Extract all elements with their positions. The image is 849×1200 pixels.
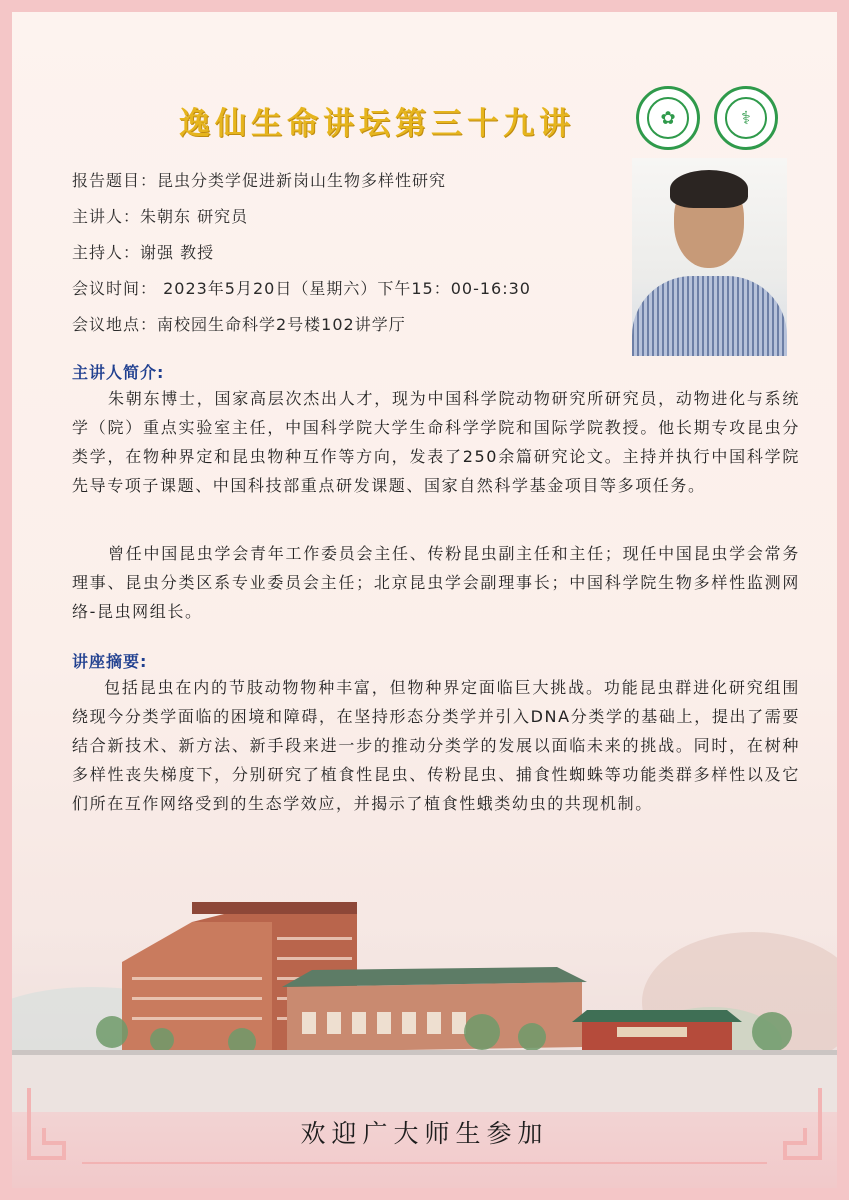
time-line: 会议时间： 2023年5月20日（星期六）下午15：00-16:30	[72, 279, 531, 298]
school-logo-icon: ✿	[636, 86, 700, 150]
bio-paragraph-1: 朱朝东博士，国家高层次杰出人才，现为中国科学院动物研究所研究员，动物进化与系统学（院）重点实验室主任，中国科学院大学生命科学学院和国际学院教授。他长期专攻昆虫分类学，在物种界定和昆虫物种互作等方向，发表了250余篇研究论文。主持并执行中国科学院先导专项子课题、中国科技部重点研发课题、国家自然科学基金项目等多项任务。	[72, 389, 800, 495]
campus-illustration	[12, 882, 837, 1112]
poster-title: 逸仙生命讲坛第三十九讲	[179, 106, 575, 142]
host-line: 主持人：谢强 教授	[72, 243, 215, 262]
society-logo-icon: ⚕	[714, 86, 778, 150]
welcome-text: 欢迎广大师生参加	[300, 1119, 549, 1148]
abstract-heading: 讲座摘要:	[72, 652, 148, 671]
topic-line: 报告题目：昆虫分类学促进新岗山生物多样性研究	[72, 171, 447, 190]
abstract-paragraph: 包括昆虫在内的节肢动物物种丰富，但物种界定面临巨大挑战。功能昆虫群进化研究组围绕现今分类学面临的困境和障碍，在坚持形态分类学并引入DNA分类学的基础上，提出了需要结合新技术、新方法、新手段来进一步的推动分类学的发展以面临未来的挑战。同时，在树种多样性丧失梯度下，分别研究了植食性昆虫、传粉昆虫、捕食性蜘蛛等功能类群多样性以及它们所在互作网络受到的生态学效应，并揭示了植食性蛾类幼虫的共现机制。	[72, 678, 800, 813]
footer-divider	[82, 1162, 767, 1164]
speaker-line: 主讲人：朱朝东 研究员	[72, 207, 249, 226]
bio-paragraph-2: 曾任中国昆虫学会青年工作委员会主任、传粉昆虫副主任和主任；现任中国昆虫学会常务理事、昆虫分类区系专业委员会主任；北京昆虫学会副理事长；中国科学院生物多样性监测网络-昆虫网组长。	[72, 544, 800, 621]
bio-heading: 主讲人简介:	[72, 363, 165, 382]
place-line: 会议地点：南校园生命科学2号楼102讲学厅	[72, 315, 406, 334]
speaker-photo	[632, 158, 787, 356]
poster-card	[12, 12, 837, 1188]
